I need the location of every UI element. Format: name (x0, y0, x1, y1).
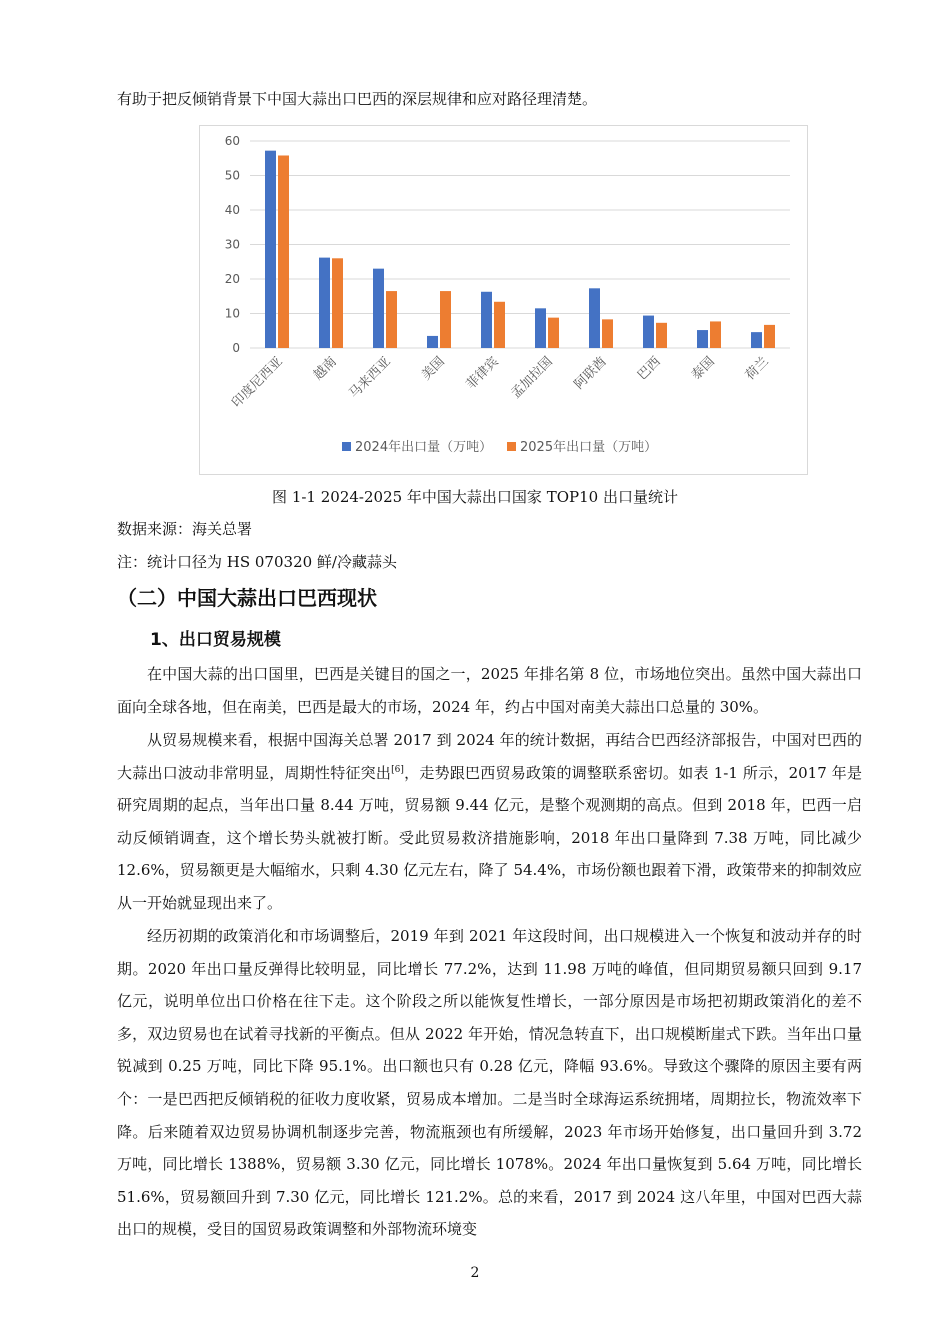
y-tick-label: 20 (224, 272, 240, 286)
bar (656, 323, 667, 348)
x-tick-label: 荷兰 (742, 354, 772, 384)
legend-swatch (342, 442, 351, 451)
bar (481, 292, 492, 348)
x-tick-label: 孟加拉国 (508, 354, 556, 402)
paragraph-1: 在中国大蒜的出口国里，巴西是关键目的国之一，2025 年排名第 8 位，市场地位突出。虽然中国大蒜出口面向全球各地，但在南美，巴西是最大的市场，2024 年，约占中国对南美大蒜出口总量的 30%。 (117, 665, 862, 716)
bar (751, 332, 762, 348)
subsection-heading: 1、出口贸易规模 (150, 630, 281, 650)
x-tick-label: 印度尼西亚 (229, 354, 286, 411)
bar (602, 319, 613, 348)
y-tick-label: 50 (224, 168, 240, 183)
bar (332, 258, 343, 348)
paragraph-2 (117, 724, 862, 920)
bar (548, 318, 559, 348)
figure-caption: 图 1-1 2024-2025 年中国大蒜出口国家 TOP10 出口量统计 (272, 488, 678, 506)
y-tick-label: 0 (232, 341, 240, 355)
bar (278, 155, 289, 348)
legend-label: 2025年出口量（万吨） (520, 440, 658, 455)
paragraph-2-text-a: 从贸易规模来看，根据中国海关总署 2017 到 2024 年的统计数据，再结合巴西经济部报告，中国对巴西的大蒜出口波动非常明显，周期性特征突出 (117, 731, 862, 782)
y-tick-label: 60 (224, 134, 240, 148)
bar (265, 151, 276, 348)
x-tick-label: 越南 (310, 354, 340, 384)
bar (373, 269, 384, 348)
bar (764, 325, 775, 348)
citation-ref: [6] (391, 764, 404, 775)
scope-note: 注：统计口径为 HS 070320 鲜/冷藏蒜头 (117, 553, 397, 571)
bar (697, 330, 708, 348)
bar (643, 316, 654, 348)
bar (440, 291, 451, 348)
y-tick-label: 40 (224, 203, 240, 217)
legend-label: 2024年出口量（万吨） (355, 440, 493, 455)
section-heading: （二）中国大蒜出口巴西现状 (117, 586, 377, 610)
x-tick-label: 美国 (418, 354, 448, 384)
y-tick-label: 30 (224, 237, 240, 252)
chart-container (199, 125, 808, 475)
x-tick-label: 巴西 (634, 354, 664, 384)
x-tick-label: 菲律宾 (463, 354, 502, 393)
source-note: 数据来源：海关总署 (117, 520, 253, 538)
x-tick-label: 马来西亚 (346, 354, 394, 402)
x-tick-label: 泰国 (688, 354, 718, 384)
legend-swatch (507, 442, 516, 451)
intro-text: 有助于把反倾销背景下中国大蒜出口巴西的深层规律和应对路径理清楚。 (117, 90, 598, 108)
bar-chart (200, 126, 807, 474)
x-tick-label: 阿联酋 (571, 354, 610, 393)
page-number: 2 (470, 1265, 480, 1281)
bar (427, 336, 438, 348)
bar (386, 291, 397, 348)
paragraph-3: 经历初期的政策消化和市场调整后，2019 年到 2021 年这段时间，出口规模进入一个恢复和波动并存的时期。2020 年出口量反弹得比较明显，同比增长 77.2%，达到 11.98 万吨的峰值，但同期贸易额只回到 9.17 亿元，说明单位出口价格在往下走。这个阶段之所以能恢复性增长，一部分原因是市场把初期政策消化的差不多，双边贸易也在试着寻找新的平衡点。但从 2022 年开始，情况急转直下，出口规模断崖式下跌。当年出口量锐减到 0.25 万吨，同比下降 95.1%。出口额也只有 0.28 亿元，降幅 93.6%。导致这个骤降的原因主要有两个：一是巴西把反倾销税的征收力度收紧，贸易成本增加。二是当时全球海运系统拥堵，周期拉长，物流效率下降。后来随着双边贸易协调机制逐步完善，物流瓶颈也有所缓解，2023 年市场开始修复，出口量回升到 3.72 万吨，同比增长 1388%，贸易额 3.30 亿元，同比增长 1078%。2024 年出口量恢复到 5.64 万吨，同比增长 51.6%，贸易额回升到 7.30 亿元，同比增长 121.2%。总的来看，2017 到 2024 这八年里，中国对巴西大蒜出口的规模，受目的国贸易政策调整和外部物流环境变 (117, 927, 862, 1239)
bar (589, 288, 600, 348)
paragraph-2-text-b: ，走势跟巴西贸易政策的调整联系密切。如表 1-1 所示，2017 年是研究周期的起点，当年出口量 8.44 万吨，贸易额 9.44 亿元，是整个观测期的高点。但到 2018 年，巴西一启动反倾销调查，这个增长势头就被打断。受此贸易救济措施影响，2018 年出口量降到 7.38 万吨，同比减少 12.6%，贸易额更是大幅缩水，只剩 4.30 亿元左右，降了 54.4%，市场份额也跟着下滑，政策带来的抑制效应从一开始就显现出来了。 (117, 763, 862, 912)
y-tick-label: 10 (224, 306, 240, 321)
bar (494, 302, 505, 348)
bar (710, 321, 721, 348)
bar (535, 308, 546, 348)
bar (319, 258, 330, 348)
